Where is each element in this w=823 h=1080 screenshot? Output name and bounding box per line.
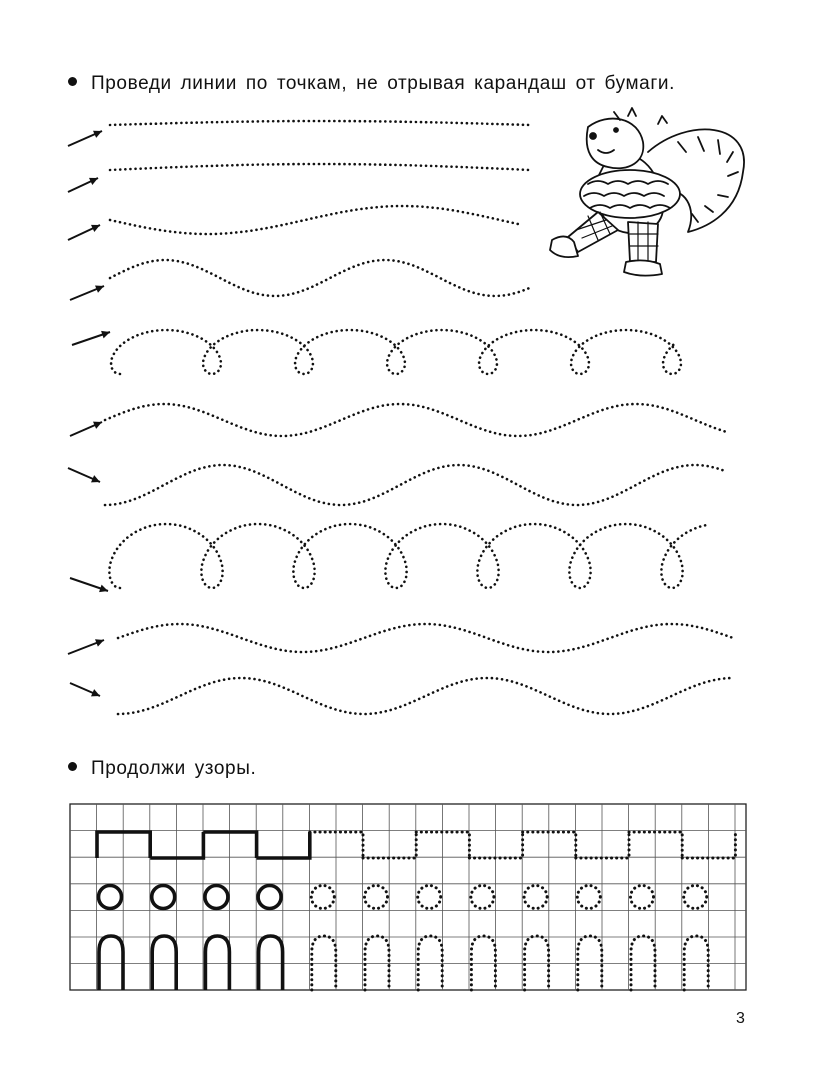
dotted-trace-line [111,330,681,374]
dotted-trace-line [105,465,727,505]
dotted-trace-line [110,260,530,296]
dotted-trace-line [109,524,709,588]
dotted-trace-line [110,164,532,170]
solid-arch [259,936,283,990]
dotted-circle [684,886,707,909]
patterns [97,832,735,990]
solid-square-wave-segment [257,832,310,858]
squirrel-illustration [550,108,744,276]
dotted-circle [471,886,494,909]
dotted-arch [365,936,389,990]
arrow-icon [68,639,104,654]
dotted-trace-line [105,404,727,436]
dotted-arch [312,936,336,990]
instruction-text: Продолжи узоры. [91,758,257,779]
dotted-square-wave-segment [682,832,735,858]
arrow-icon [68,178,98,192]
solid-circle [99,886,122,909]
dotted-circle [631,886,654,909]
dotted-circle [418,886,441,909]
dotted-arch [631,936,655,990]
solid-arch [205,936,229,990]
arrow-icon [68,131,102,146]
solid-arch [152,936,176,990]
arrow-icon [70,422,102,436]
solid-circle [258,886,281,909]
dotted-arch [418,936,442,990]
arrows [68,131,110,697]
arrow-icon [70,578,108,592]
dotted-circle [524,886,547,909]
dotted-circle [311,886,334,909]
arrow-icon [70,683,100,696]
dotted-arch [684,936,708,990]
dotted-trace-line [110,121,532,125]
dotted-circle [365,886,388,909]
dotted-arch [525,936,549,990]
dotted-trace-line [110,206,522,234]
dotted-trace-line [118,624,734,652]
page-number: 3 [736,1010,745,1027]
dotted-arch [471,936,495,990]
dotted-arch [578,936,602,990]
solid-circle [152,886,175,909]
arrow-icon [68,225,100,240]
dotted-trace-line [118,678,734,714]
arrow-icon [70,285,104,300]
instruction-text: Проведи линии по точкам, не отрывая карандаш от бумаги. [91,73,675,94]
dotted-square-wave-segment [576,832,629,858]
dotted-circle [577,886,600,909]
arrow-icon [72,331,110,345]
arrow-icon [68,468,100,482]
solid-arch [99,936,123,990]
solid-circle [205,886,228,909]
